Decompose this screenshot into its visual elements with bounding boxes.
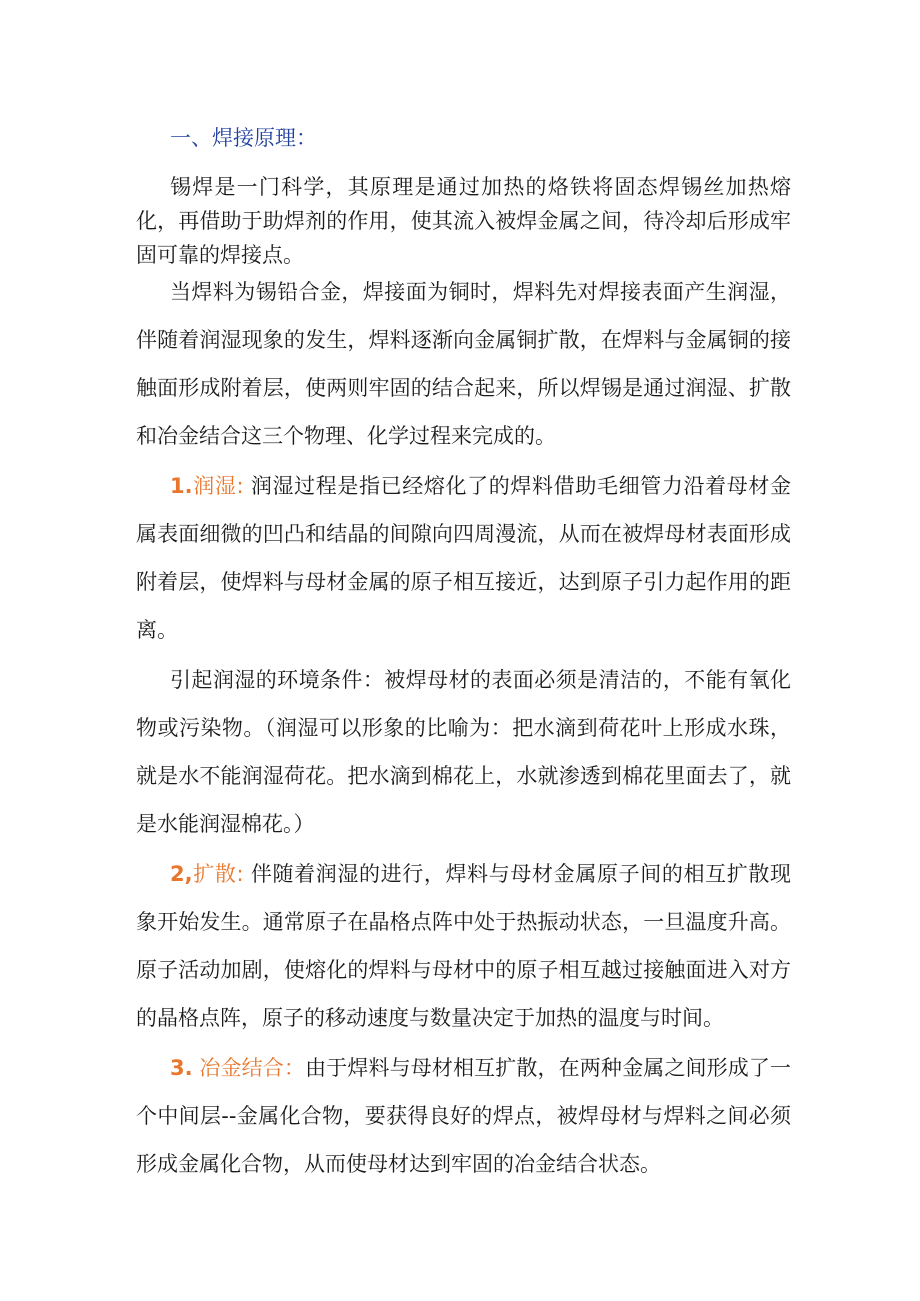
diffusion-text: 伴随着润湿的进行，焊料与母材金属原子间的相互扩散现象开始发生。通常原子在晶格点阵中处于热振动状态，一旦温度升高。原子活动加剧，使熔化的焊料与母材中的原子相互越过接触面进入对方的晶格点阵，原子的移动速度与数量决定于加热的温度与时间。 [136,862,791,1030]
metallurgy-paragraph [136,1044,791,1188]
diffusion-paragraph [136,850,791,1042]
intro-paragraph: 锡焊是一门科学，其原理是通过加热的烙铁将固态焊锡丝加热熔化，再借助于助焊剂的作用，使其流入被焊金属之间，待冷却后形成牢固可靠的焊接点。 [136,175,791,267]
wetting-label: 润湿: [192,474,244,498]
wetting-paragraph [136,462,791,654]
section-heading: 一、焊接原理： [170,126,317,150]
diffusion-label: 扩散: [192,862,244,886]
metallurgy-label: 冶金结合： [192,1056,306,1080]
metallurgy-number: 3. [170,1056,193,1080]
diffusion-number: 2, [170,862,193,886]
wetting-number: 1. [170,474,193,498]
copper-paragraph: 当焊料为锡铅合金，焊接面为铜时，焊料先对焊接表面产生润湿，伴随着润湿现象的发生，焊料逐渐向金属铜扩散，在焊料与金属铜的接触面形成附着层，使两则牢固的结合起来，所以焊锡是通过润湿、扩散和冶金结合这三个物理、化学过程来完成的。 [136,280,791,448]
wetting-conditions-paragraph: 引起润湿的环境条件：被焊母材的表面必须是清洁的，不能有氧化物或污染物。（润湿可以形象的比喻为：把水滴到荷花叶上形成水珠，就是水不能润湿荷花。把水滴到棉花上，水就渗透到棉花里面去了，就是水能润湿棉花。） [136,668,791,836]
wetting-text: 润湿过程是指已经熔化了的焊料借助毛细管力沿着母材金属表面细微的凹凸和结晶的间隙向四周漫流，从而在被焊母材表面形成附着层，使焊料与母材金属的原子相互接近，达到原子引力起作用的距离。 [136,474,791,642]
metallurgy-text: 由于焊料与母材相互扩散，在两种金属之间形成了一个中间层--金属化合物，要获得良好的焊点，被焊母材与焊料之间必须形成金属化合物，从而使母材达到牢固的冶金结合状态。 [136,1056,791,1176]
